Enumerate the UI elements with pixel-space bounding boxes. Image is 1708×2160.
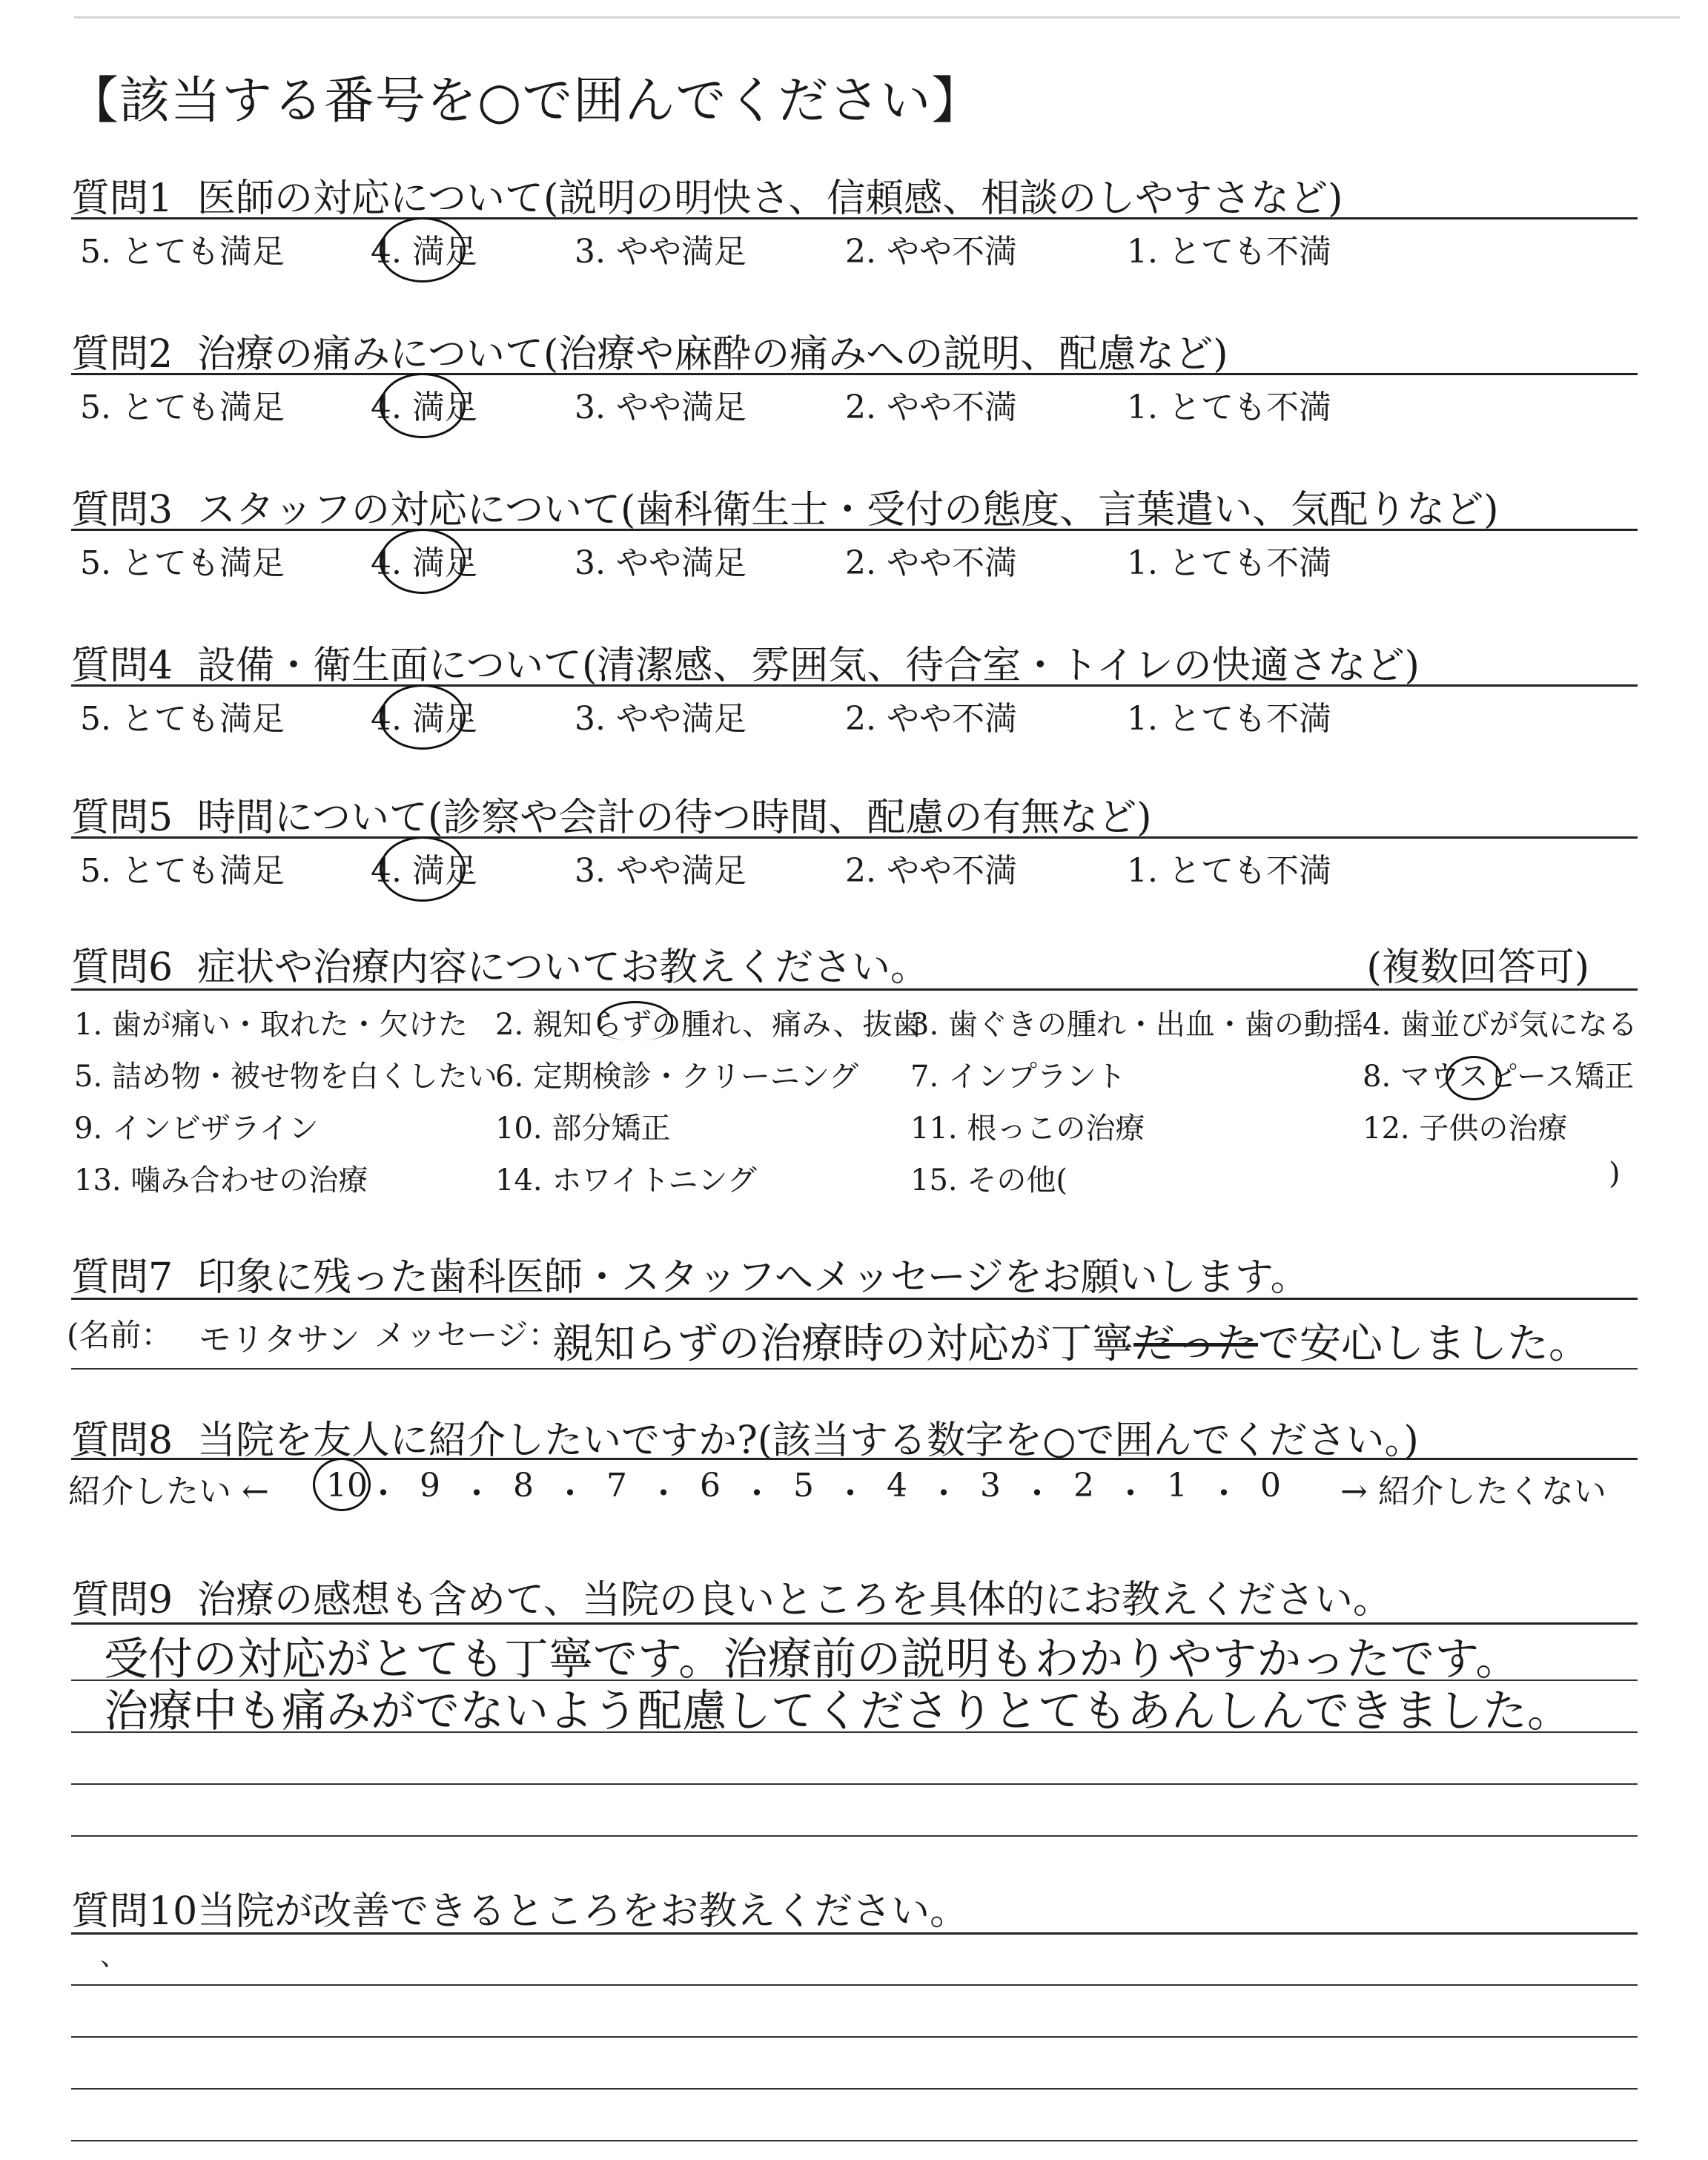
q4-option-3[interactable]: 3. やや満足 bbox=[575, 700, 747, 738]
q7-message-label: メッセージ： bbox=[374, 1317, 560, 1353]
q4-option-4[interactable]: 4. 満足 bbox=[371, 700, 477, 738]
q7-message-struck: だった bbox=[1133, 1320, 1258, 1368]
q9-text: 治療の感想も含めて、当院の良いところを具体的にお教えください。 bbox=[197, 1578, 1391, 1622]
q9-line-4 bbox=[71, 1835, 1638, 1837]
q10-answer: 、 bbox=[100, 1941, 128, 1972]
q5-option-2[interactable]: 2. やや不満 bbox=[845, 852, 1017, 890]
q8-scale-3[interactable]: 3 bbox=[980, 1467, 1001, 1505]
q8-scale-separator: ・ bbox=[554, 1475, 586, 1513]
q8-scale-separator: ・ bbox=[1208, 1475, 1240, 1513]
q2-text: 治療の痛みについて(治療や麻酔の痛みへの説明、配慮など) bbox=[197, 332, 1228, 377]
q7-number: 質問7 bbox=[71, 1255, 173, 1300]
q8-left-label: 紹介したい ← bbox=[68, 1473, 269, 1510]
q9-line-3 bbox=[71, 1783, 1638, 1785]
q5-rule bbox=[71, 836, 1638, 839]
q6-option-13[interactable]: 13. 噛み合わせの治療 bbox=[74, 1163, 368, 1198]
q6-option-6[interactable]: 6. 定期検診・クリーニング bbox=[495, 1060, 859, 1094]
q7-name-label: (名前： bbox=[67, 1317, 173, 1353]
q7-message-after: で安心しました。 bbox=[1258, 1320, 1590, 1368]
q4-option-2[interactable]: 2. やや不満 bbox=[845, 700, 1017, 738]
q6-number: 質問6 bbox=[71, 945, 173, 990]
q10-line-1 bbox=[71, 1984, 1638, 1986]
q6-option-15[interactable]: 15. その他( bbox=[910, 1163, 1068, 1198]
q7-heading bbox=[71, 1246, 1309, 1301]
q8-scale-4[interactable]: 4 bbox=[887, 1467, 907, 1505]
q6-heading bbox=[71, 936, 929, 991]
q1-rule bbox=[71, 217, 1638, 219]
q1-number: 質問1 bbox=[71, 176, 173, 221]
q8-scale-separator: ・ bbox=[927, 1475, 960, 1513]
q6-rule bbox=[71, 988, 1638, 991]
q8-scale-10[interactable]: 10 bbox=[326, 1467, 368, 1505]
q8-scale-0[interactable]: 0 bbox=[1260, 1467, 1281, 1505]
q1-option-1[interactable]: 1. とても不満 bbox=[1127, 233, 1331, 271]
q2-number: 質問2 bbox=[71, 332, 173, 377]
q5-option-5[interactable]: 5. とても満足 bbox=[80, 852, 285, 890]
q2-heading bbox=[71, 323, 1228, 378]
q10-line-4 bbox=[71, 2140, 1638, 2141]
q5-option-4[interactable]: 4. 満足 bbox=[371, 852, 477, 890]
q7-message-before: 親知らずの治療時の対応が丁寧 bbox=[552, 1320, 1133, 1368]
q8-scale-separator: ・ bbox=[460, 1475, 493, 1513]
q7-answer-line bbox=[71, 1368, 1638, 1370]
q6-option-9[interactable]: 9. インビザライン bbox=[74, 1112, 319, 1146]
q6-option-1[interactable]: 1. 歯が痛い・取れた・欠けた bbox=[74, 1008, 468, 1042]
q8-scale-7[interactable]: 7 bbox=[606, 1467, 627, 1505]
q5-heading bbox=[71, 786, 1152, 842]
q8-scale-separator: ・ bbox=[1114, 1475, 1147, 1513]
scan-edge bbox=[74, 16, 1680, 19]
q1-text: 医師の対応について(説明の明快さ、信頼感、相談のしやすさなど) bbox=[197, 176, 1343, 221]
q8-text: 当院を友人に紹介したいですか?(該当する数字を○で囲んでください。) bbox=[197, 1418, 1419, 1463]
q5-option-3[interactable]: 3. やや満足 bbox=[575, 852, 747, 890]
q3-selection-circle bbox=[380, 529, 466, 594]
q8-scale-separator: ・ bbox=[1021, 1475, 1053, 1513]
page-title: 【該当する番号を○で囲んでください】 bbox=[68, 72, 983, 131]
q2-rule bbox=[71, 373, 1638, 375]
q4-text: 設備・衛生面について(清潔感、雰囲気、待合室・トイレの快適さなど) bbox=[197, 644, 1420, 688]
q8-scale-8[interactable]: 8 bbox=[513, 1467, 534, 1505]
q3-heading bbox=[71, 478, 1499, 534]
q4-option-5[interactable]: 5. とても満足 bbox=[80, 700, 285, 738]
q9-answer-line-2: 治療中も痛みがでないよう配慮してくださりとてもあんしんできました。 bbox=[104, 1685, 1572, 1737]
q1-heading bbox=[71, 167, 1343, 222]
q9-line-2 bbox=[71, 1731, 1638, 1733]
q10-heading bbox=[71, 1880, 968, 1935]
q8-scale-separator: ・ bbox=[741, 1475, 773, 1513]
q2-option-2[interactable]: 2. やや不満 bbox=[845, 389, 1017, 426]
q6-option-7[interactable]: 7. インプラント bbox=[910, 1060, 1126, 1094]
q8-scale-2[interactable]: 2 bbox=[1073, 1467, 1094, 1505]
q7-rule bbox=[71, 1298, 1638, 1300]
q8-scale-separator: ・ bbox=[647, 1475, 680, 1513]
q8-right-label: → 紹介したくない bbox=[1340, 1473, 1606, 1510]
q8-heading bbox=[71, 1409, 1419, 1464]
q3-option-4[interactable]: 4. 満足 bbox=[371, 544, 477, 582]
q4-selection-circle bbox=[380, 684, 466, 750]
q3-option-2[interactable]: 2. やや不満 bbox=[845, 544, 1017, 582]
q8-scale-1[interactable]: 1 bbox=[1167, 1467, 1188, 1505]
q6-option-10[interactable]: 10. 部分矯正 bbox=[495, 1112, 671, 1146]
q10-rule bbox=[71, 1932, 1638, 1935]
q5-selection-circle bbox=[380, 836, 466, 902]
q1-option-2[interactable]: 2. やや不満 bbox=[845, 233, 1017, 271]
q5-option-1[interactable]: 1. とても不満 bbox=[1127, 852, 1331, 890]
q8-scale-separator: ・ bbox=[367, 1475, 400, 1513]
q2-selection-circle bbox=[380, 373, 466, 438]
q10-line-2 bbox=[71, 2036, 1638, 2038]
q6-option-12[interactable]: 12. 子供の治療 bbox=[1363, 1112, 1568, 1146]
q10-line-3 bbox=[71, 2088, 1638, 2090]
q8-number: 質問8 bbox=[71, 1418, 173, 1463]
q8-selection-circle bbox=[313, 1458, 371, 1511]
q5-number: 質問5 bbox=[71, 796, 173, 840]
q6-selection-circle-2 bbox=[598, 1001, 673, 1040]
q3-text: スタッフの対応について(歯科衛生士・受付の態度、言葉遣い、気配りなど) bbox=[197, 488, 1499, 532]
q1-option-5[interactable]: 5. とても満足 bbox=[80, 233, 285, 271]
q3-option-1[interactable]: 1. とても不満 bbox=[1127, 544, 1331, 582]
q7-name-value: モリタサン bbox=[199, 1321, 360, 1358]
q4-number: 質問4 bbox=[71, 644, 173, 688]
q6-note: (複数回答可) bbox=[1366, 945, 1589, 990]
q4-heading bbox=[71, 634, 1420, 690]
q9-number: 質問9 bbox=[71, 1578, 173, 1622]
q4-option-1[interactable]: 1. とても不満 bbox=[1127, 700, 1331, 738]
q8-scale-6[interactable]: 6 bbox=[700, 1467, 721, 1505]
q7-text: 印象に残った歯科医師・スタッフへメッセージをお願いします。 bbox=[197, 1255, 1309, 1300]
q9-answer-line-1: 受付の対応がとても丁寧です。治療前の説明もわかりやすかったです。 bbox=[104, 1634, 1520, 1685]
q2-option-1[interactable]: 1. とても不満 bbox=[1127, 389, 1331, 426]
q1-option-3[interactable]: 3. やや満足 bbox=[575, 233, 747, 271]
q8-scale-9[interactable]: 9 bbox=[420, 1467, 440, 1505]
q10-text: 当院が改善できるところをお教えください。 bbox=[197, 1889, 969, 1934]
q2-option-4[interactable]: 4. 満足 bbox=[371, 389, 477, 426]
q1-option-4[interactable]: 4. 満足 bbox=[371, 233, 477, 271]
q6-option-16: ) bbox=[1609, 1157, 1621, 1191]
q6-option-8[interactable]: 8. マウスピース矯正 bbox=[1363, 1060, 1635, 1094]
q7-message bbox=[552, 1311, 1590, 1370]
q2-option-3[interactable]: 3. やや満足 bbox=[575, 389, 747, 426]
q6-option-5[interactable]: 5. 詰め物・被せ物を白くしたい bbox=[74, 1060, 497, 1094]
q8-scale-separator: ・ bbox=[834, 1475, 867, 1513]
q3-number: 質問3 bbox=[71, 488, 173, 532]
q6-option-14[interactable]: 14. ホワイトニング bbox=[495, 1163, 757, 1198]
q6-text: 症状や治療内容についてお教えください。 bbox=[197, 945, 929, 990]
q3-option-3[interactable]: 3. やや満足 bbox=[575, 544, 747, 582]
q2-option-5[interactable]: 5. とても満足 bbox=[80, 389, 285, 426]
q3-rule bbox=[71, 529, 1638, 531]
q4-rule bbox=[71, 684, 1638, 687]
q3-option-5[interactable]: 5. とても満足 bbox=[80, 544, 285, 582]
q1-selection-circle bbox=[380, 217, 466, 283]
q6-option-2[interactable]: 2. 親知らずの腫れ、痛み、抜歯 bbox=[495, 1008, 922, 1042]
q6-option-11[interactable]: 11. 根っこの治療 bbox=[910, 1112, 1145, 1146]
q8-scale-5[interactable]: 5 bbox=[793, 1467, 814, 1505]
q6-selection-circle bbox=[1446, 1056, 1502, 1100]
q6-option-3[interactable]: 3. 歯ぐきの腫れ・出血・歯の動揺 bbox=[910, 1008, 1363, 1042]
q10-number: 質問10 bbox=[71, 1889, 198, 1934]
q9-heading bbox=[71, 1568, 1391, 1624]
q6-option-4[interactable]: 4. 歯並びが気になる bbox=[1363, 1008, 1638, 1042]
q8-rule bbox=[71, 1458, 1638, 1460]
q5-text: 時間について(診察や会計の待つ時間、配慮の有無など) bbox=[197, 796, 1152, 840]
